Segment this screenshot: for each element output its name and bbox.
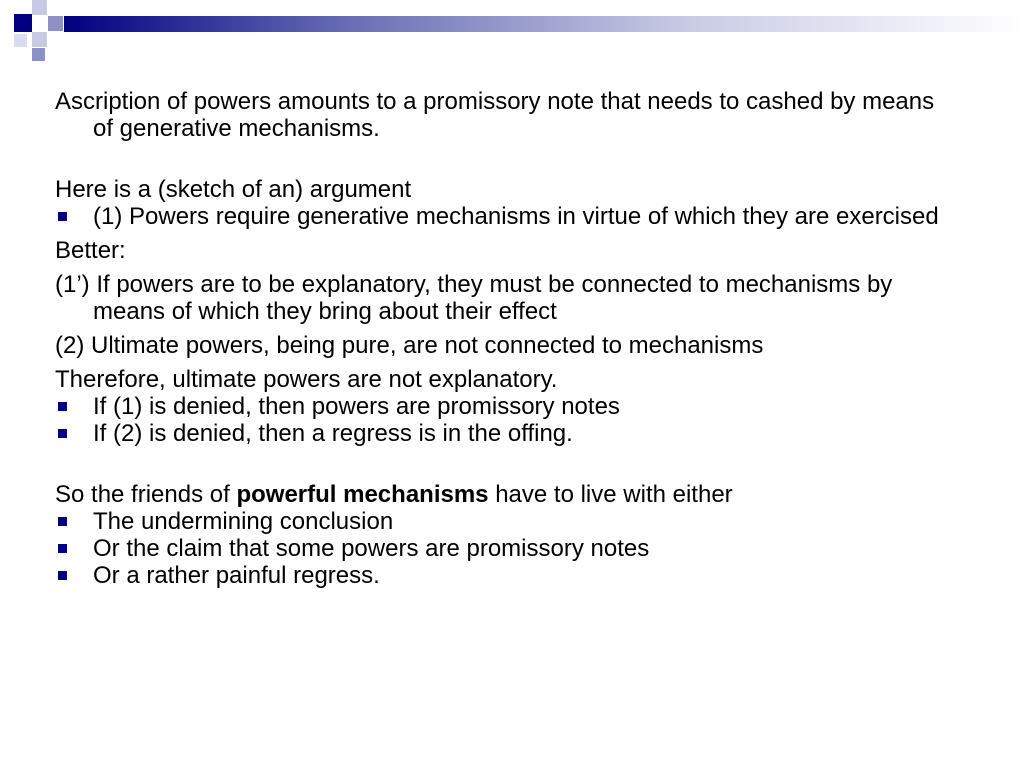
text-segment: So the friends of <box>55 481 237 508</box>
bold-phrase: powerful mechanisms <box>236 481 489 508</box>
decor-square <box>32 32 47 47</box>
intro-paragraph: Ascription of powers amounts to a promissory note that needs to cashed by means of generative mechanisms. <box>55 88 935 142</box>
bullet-item <box>55 420 955 447</box>
square-bullet-icon <box>58 429 67 438</box>
argument-heading: Here is a (sketch of an) argument <box>55 176 412 203</box>
decor-square <box>14 14 32 32</box>
bullet-item <box>55 535 955 562</box>
bullet-text: The undermining conclusion <box>93 508 394 535</box>
text-segment: have to live with either <box>488 481 733 508</box>
bullet-item <box>55 393 955 420</box>
bullet-item <box>55 562 955 589</box>
conclusion: Therefore, ultimate powers are not explanatory. <box>55 366 558 393</box>
square-bullet-icon <box>58 402 67 411</box>
bullet-item <box>55 203 955 230</box>
decor-square <box>14 34 27 47</box>
slide-body <box>55 88 955 589</box>
decor-square <box>32 48 45 61</box>
square-bullet-icon <box>58 544 67 553</box>
bullet-text: If (1) is denied, then powers are promissory notes <box>93 393 620 420</box>
header-gradient-bar <box>64 16 1024 32</box>
square-bullet-icon <box>58 212 67 221</box>
decor-square <box>32 0 47 15</box>
bullet-text: Or a rather painful regress. <box>93 562 380 589</box>
bullet-text: If (2) is denied, then a regress is in the offing. <box>93 420 573 447</box>
decor-square <box>48 16 63 31</box>
square-bullet-icon <box>58 571 67 580</box>
premise-1-prime: (1’) If powers are to be explanatory, they must be connected to mechanisms by means of which they bring about their effect <box>55 271 893 325</box>
premise-2: (2) Ultimate powers, being pure, are not connected to mechanisms <box>55 332 764 359</box>
square-bullet-icon <box>58 517 67 526</box>
bullet-item <box>55 508 955 535</box>
bullet-text: Or the claim that some powers are promissory notes <box>93 535 650 562</box>
paragraph-better: Better: <box>55 237 126 264</box>
friends-paragraph <box>55 481 955 508</box>
bullet-text: (1) Powers require generative mechanisms in virtue of which they are exercised <box>93 203 939 230</box>
